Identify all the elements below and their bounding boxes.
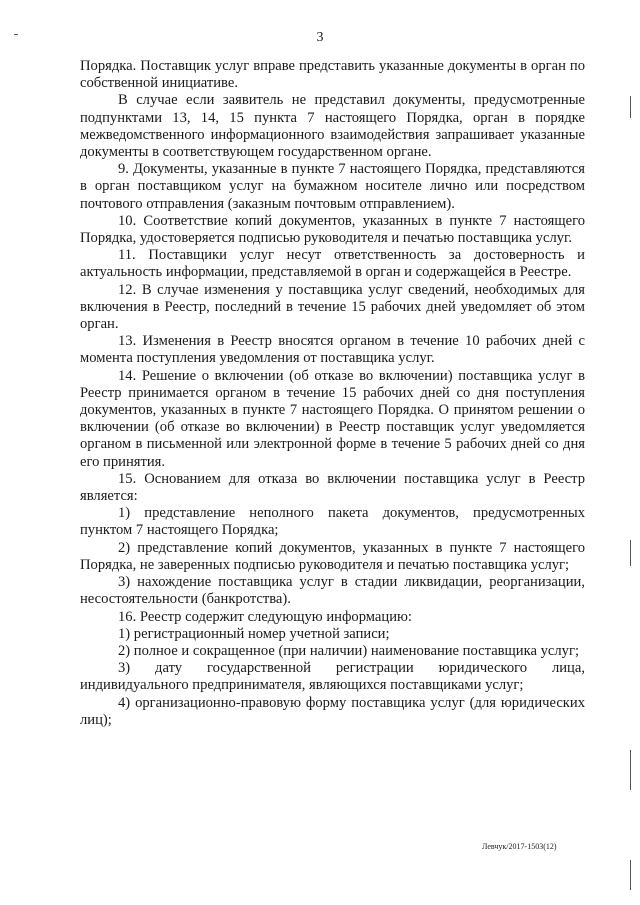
paragraph: 4) организационно-правовую форму поставщика услуг (для юридических лиц);	[80, 694, 585, 728]
paragraph: В случае если заявитель не представил документы, предусмотренные подпунктами 13, 14, 15 пункта 7 настоящего Порядка, орган в порядке межведомственного информационного взаимодействия запрашивает указанные документы в соответствующем государственном органе.	[80, 92, 585, 161]
paragraph: 2) представление копий документов, указанных в пункте 7 настоящего Порядка, не заверенных подписью руководителя и печатью поставщика услуг;	[80, 539, 585, 573]
footer-document-code: Левчук/2017-1503(12)	[482, 842, 557, 851]
scan-edge-mark	[14, 34, 18, 35]
paragraph: 10. Соответствие копий документов, указанных в пункте 7 настоящего Порядка, удостоверяется подписью руководителя и печатью поставщика услуг.	[80, 212, 585, 247]
paragraph: 3) дату государственной регистрации юридического лица, индивидуального предпринимателя, являющихся поставщиками услуг;	[80, 660, 585, 694]
scan-edge-mark	[630, 860, 631, 890]
paragraph: 1) представление неполного пакета документов, предусмотренных пунктом 7 настоящего Порядка;	[80, 505, 585, 539]
paragraph: 11. Поставщики услуг несут ответственность за достоверность и актуальность информации, представляемой в орган и содержащейся в Реестре.	[80, 247, 585, 281]
paragraph: 1) регистрационный номер учетной записи;	[118, 625, 390, 642]
scan-edge-mark	[630, 540, 631, 566]
paragraph: 14. Решение о включении (об отказе во включении) поставщика услуг в Реестр принимается органом в течение 15 рабочих дней со дня поступления документов, указанных в пункте 7 настоящего Порядка. О принятом решении о включении (об отказе во включении) в Реестр поставщик услуг уведомляется органом в письменной или электронной форме в течение 5 рабочих дней со дня его принятия.	[80, 367, 585, 470]
paragraph: 15. Основанием для отказа во включении поставщика услуг в Реестр является:	[80, 470, 585, 505]
paragraph: 9. Документы, указанные в пункте 7 настоящего Порядка, представляются в орган поставщиком услуг на бумажном носителе лично или посредством почтового отправления (заказным почтовым отправлением).	[80, 161, 585, 212]
scan-edge-mark	[630, 750, 631, 790]
document-body	[80, 58, 585, 729]
paragraph: 16. Реестр содержит следующую информацию:	[118, 608, 412, 625]
paragraph: Порядка. Поставщик услуг вправе представить указанные документы в орган по собственной инициативе.	[80, 58, 585, 92]
paragraph: 3) нахождение поставщика услуг в стадии ликвидации, реорганизации, несостоятельности (банкротства).	[80, 574, 585, 608]
page-number: 3	[316, 30, 324, 45]
scan-edge-mark	[630, 96, 631, 118]
paragraph: 2) полное и сокращенное (при наличии) наименование поставщика услуг;	[118, 642, 579, 659]
paragraph: 13. Изменения в Реестр вносятся органом в течение 10 рабочих дней с момента поступления уведомления от поставщика услуг.	[80, 333, 585, 367]
paragraph: 12. В случае изменения у поставщика услуг сведений, необходимых для включения в Реестр, последний в течение 15 рабочих дней уведомляет об этом орган.	[80, 281, 585, 333]
